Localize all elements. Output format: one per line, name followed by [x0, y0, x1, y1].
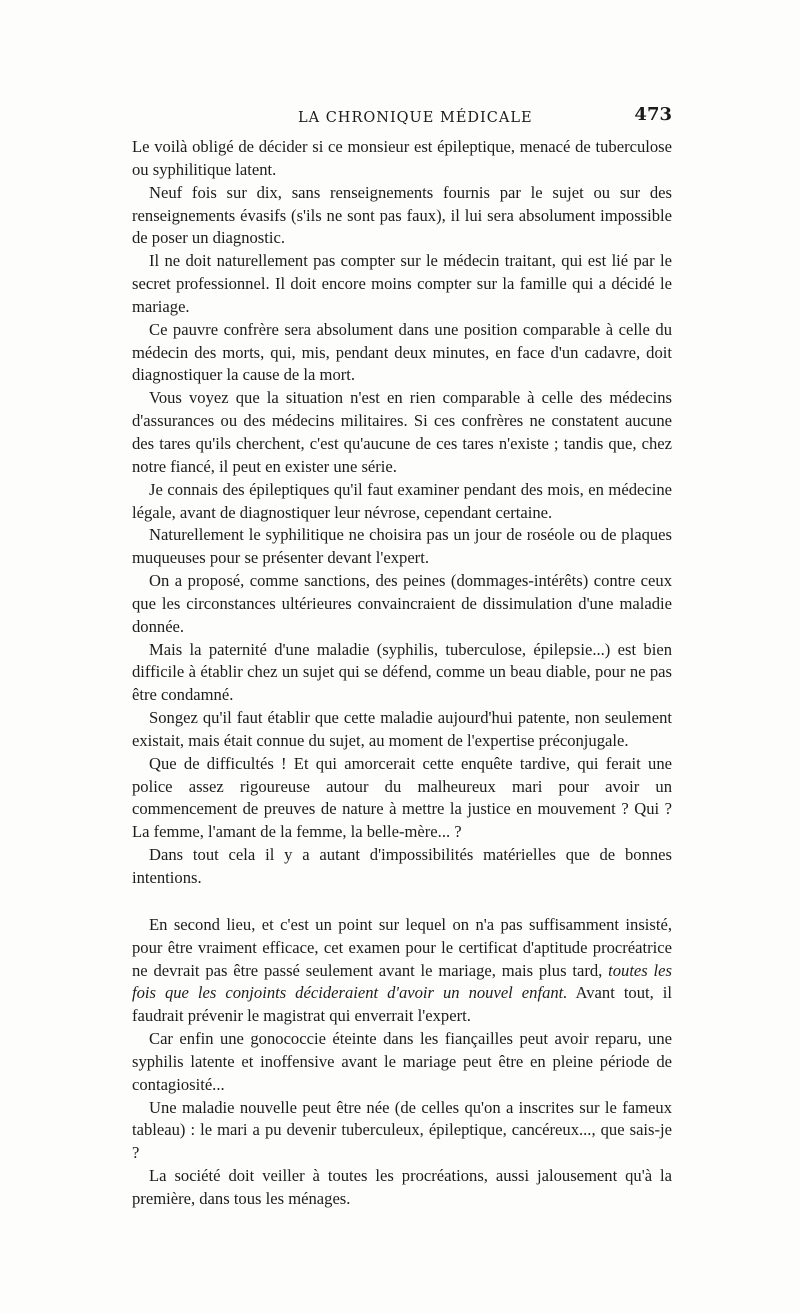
paragraph: Vous voyez que la situation n'est en rien comparable à celle des médecins d'assurances ou des médecins militaires. Si ces confrères ne constatent aucune des tares qu'ils cherchent, c'est qu'aucune de ces tares n'existe ; tandis que, chez notre fiancé, il peut en exister une série.: [132, 388, 672, 476]
paragraph: On a proposé, comme sanctions, des peines (dommages-intérêts) contre ceux que les circonstances ultérieures convaincraient de dissimulation d'une maladie donnée.: [132, 571, 672, 636]
paragraph: Il ne doit naturellement pas compter sur le médecin traitant, qui est lié par le secret professionnel. Il doit encore moins compter sur la famille qui a décidé le mariage.: [132, 251, 672, 316]
paragraph: Le voilà obligé de décider si ce monsieur est épileptique, menacé de tuberculose ou syphilitique latent.: [132, 137, 672, 179]
paragraph: Que de difficultés ! Et qui amorcerait cette enquête tardive, qui ferait une police assez rigoureuse autour du malheureux mari pour avoir un commencement de preuves de nature à mettre la justice en mouvement ? Qui ? La femme, l'amant de la femme, la belle-mère... ?: [132, 753, 672, 842]
paragraph: Neuf fois sur dix, sans renseignements fournis par le sujet ou sur des renseignements évasifs (s'ils ne sont pas faux), il lui sera absolument impossible de poser un diagnostic.: [132, 182, 672, 248]
paragraph: Ce pauvre confrère sera absolument dans une position comparable à celle du médecin des morts, qui, mis, pendant deux minutes, en face d'un cadavre, doit diagnostiquer la cause de la mort.: [132, 319, 672, 385]
page-header: [130, 104, 672, 132]
body-text: [132, 136, 672, 1211]
paragraph: Une maladie nouvelle peut être née (de celles qu'on a inscrites sur le fameux tableau) : le mari a pu devenir tuberculeux, épileptique, cancéreux..., que sais-je ?: [132, 1097, 672, 1163]
paragraph: Songez qu'il faut établir que cette maladie aujourd'hui patente, non seulement existait, mais était connue du sujet, au moment de l'expertise préconjugale.: [132, 708, 672, 750]
paragraph-second-section: [132, 914, 672, 1028]
paragraph: Car enfin une gonococcie éteinte dans les fiançailles peut avoir reparu, une syphilis latente et inoffensive avant le mariage peut être en pleine période de contagiosité...: [132, 1029, 672, 1094]
paragraph: Naturellement le syphilitique ne choisira pas un jour de roséole ou de plaques muqueuses pour se présenter devant l'expert.: [132, 525, 672, 568]
paragraph: La société doit veiller à toutes les procréations, aussi jalousement qu'à la première, dans tous les ménages.: [132, 1166, 672, 1208]
paragraph: Je connais des épileptiques qu'il faut examiner pendant des mois, en médecine légale, avant de diagnostiquer leur névrose, cependant certaine.: [132, 479, 672, 522]
running-title: LA CHRONIQUE MÉDICALE: [298, 110, 533, 126]
paragraph: Mais la paternité d'une maladie (syphilis, tuberculose, épilepsie...) est bien difficile à établir chez un sujet qui se défend, comme un beau diable, pour ne pas être condamné.: [132, 639, 672, 705]
paragraph-text: En second lieu, et c'est un point sur lequel on n'a pas suffisamment insisté, pour être vraiment efficace, cet examen pour le certificat d'aptitude procréatrice ne devrait pas être passé seulement avant le mariage, mais plus tard,: [132, 914, 672, 980]
paragraph-text: Avant tout, il faudrait prévenir le magistrat qui enverrait l'expert.: [132, 983, 672, 1026]
page-number: 473: [634, 104, 672, 125]
paragraph: Dans tout cela il y a autant d'impossibilités matérielles que de bonnes intentions.: [132, 845, 672, 887]
italic-emphasis: toutes les fois que les conjoints décideraient d'avoir un nouvel enfant.: [132, 960, 672, 1003]
